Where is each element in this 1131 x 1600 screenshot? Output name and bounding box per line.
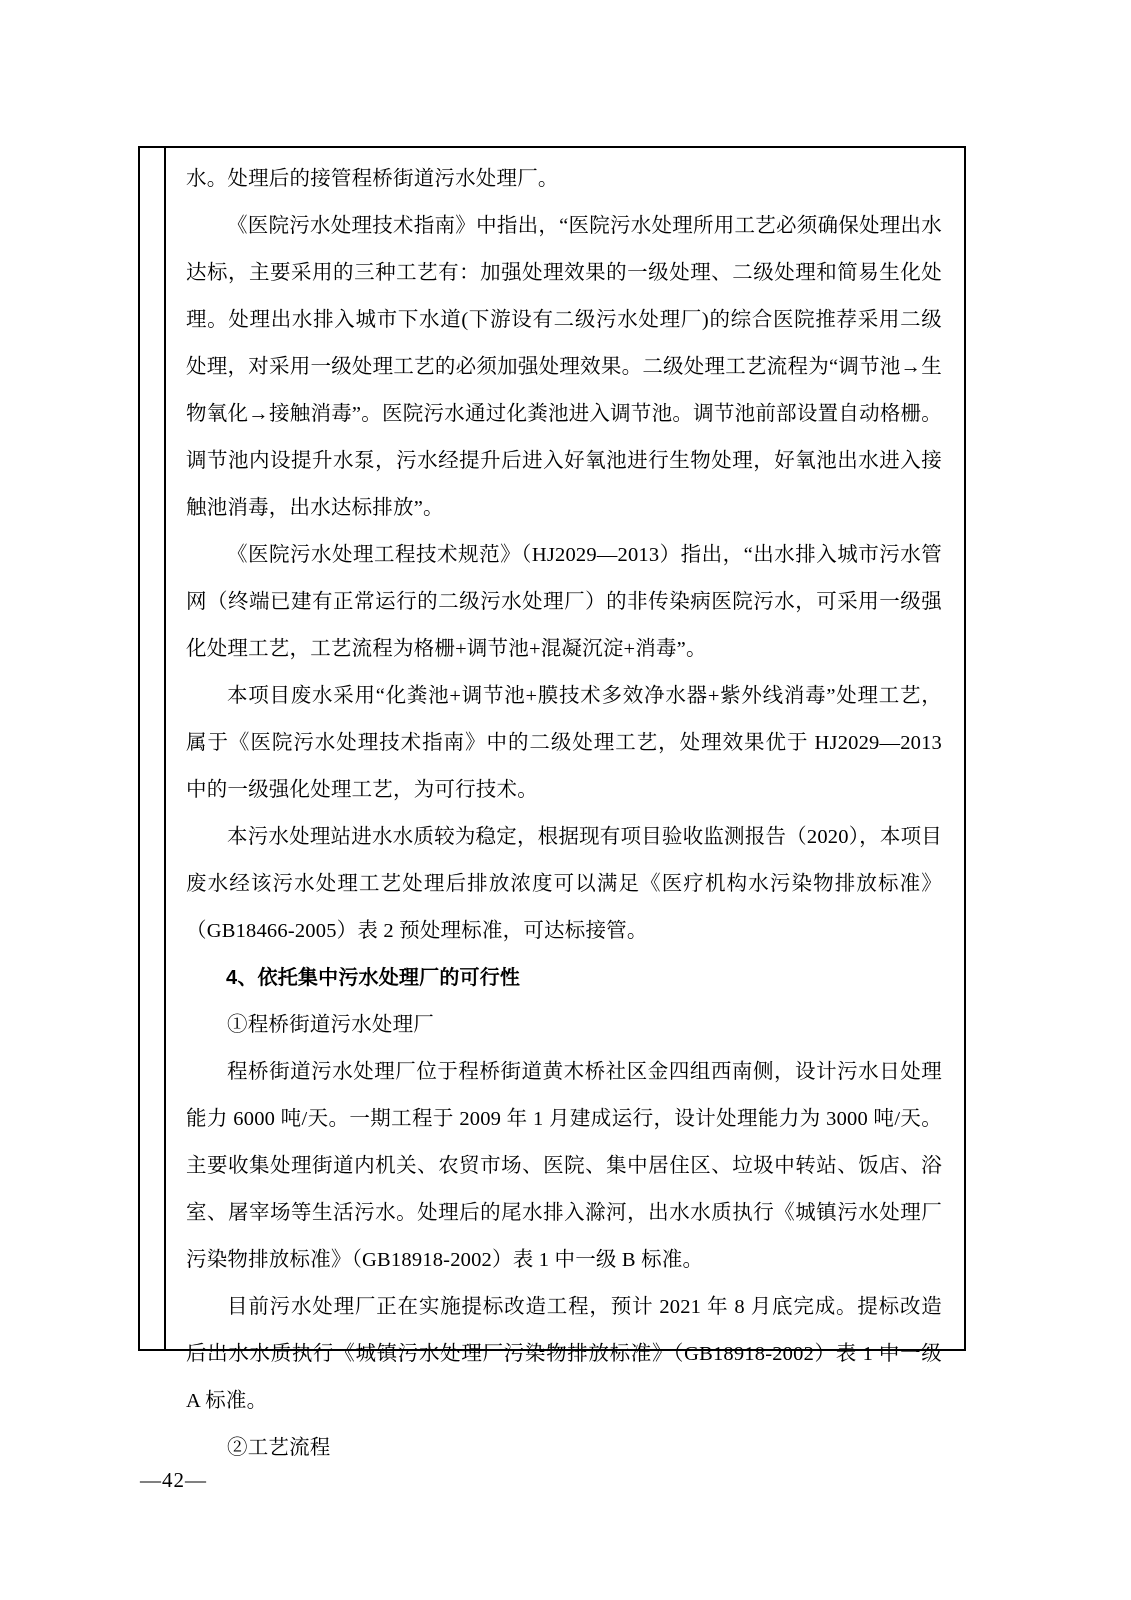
paragraph-guideline-quote: 《医院污水处理技术指南》中指出，“医院污水处理所用工艺必须确保处理出水达标，主要采用的三种工艺有：加强处理效果的一级处理、二级处理和简易生化处理。处理出水排入城市下水道(下游设有二级污水处理厂)的综合医院推荐采用二级处理，对采用一级处理工艺的必须加强处理效果。二级处理工艺流程为“调节池→生物氧化→接触消毒”。医院污水通过化粪池进入调节池。调节池前部设置自动格栅。调节池内设提升水泵，污水经提升后进入好氧池进行生物处理，好氧池出水进入接触池消毒，出水达标排放”。 [186,215,942,519]
page-border-frame [138,146,966,1459]
paragraph-influent-quality: 本污水处理站进水水质较为稳定，根据现有项目验收监测报告（2020），本项目废水经该污水处理工艺处理后排放浓度可以满足《医疗机构水污染物排放标准》（GB18466-2005）表 2 预处理标准，可达标接管。 [186,826,942,942]
paragraph-continuation: 水。处理后的接管程桥街道污水处理厂。 [186,168,559,190]
paragraph-upgrade-project: 目前污水处理厂正在实施提标改造工程，预计 2021 年 8 月底完成。提标改造后出水水质执行《城镇污水处理厂污染物排放标准》（GB18918-2002）表 1 中一级 A 标准。 [186,1296,942,1412]
paragraph-plant-description: 程桥街道污水处理厂位于程桥街道黄木桥社区金四组西南侧，设计污水日处理能力 6000 吨/天。一期工程于 2009 年 1 月建成运行，设计处理能力为 3000 吨/天。主要收集处理街道内机关、农贸市场、医院、集中居住区、垃圾中转站、饭店、浴室、屠宰场等生活污水。处理后的尾水排入滁河，出水水质执行《城镇污水处理厂污染物排放标准》（GB18918-2002）表 1 中一级 B 标准。 [186,1061,942,1271]
paragraph-hj2029-quote: 《医院污水处理工程技术规范》（HJ2029—2013）指出，“出水排入城市污水管网（终端已建有正常运行的二级污水处理厂）的非传染病医院污水，可采用一级强化处理工艺，工艺流程为格栅+调节池+混凝沉淀+消毒”。 [186,544,942,660]
left-margin-column [140,148,166,1349]
page-number: —42— [140,1468,207,1492]
paragraph-subitem-2: ②工艺流程 [227,1437,331,1459]
page-content [168,148,964,1459]
paragraph-subitem-1: ①程桥街道污水处理厂 [227,1014,434,1036]
section-heading-4: 4、依托集中污水处理厂的可行性 [226,967,521,989]
paragraph-project-process: 本项目废水采用“化粪池+调节池+膜技术多效净水器+紫外线消毒”处理工艺，属于《医院污水处理技术指南》中的二级处理工艺，处理效果优于 HJ2029—2013 中的一级强化处理工艺，为可行技术。 [186,685,942,801]
